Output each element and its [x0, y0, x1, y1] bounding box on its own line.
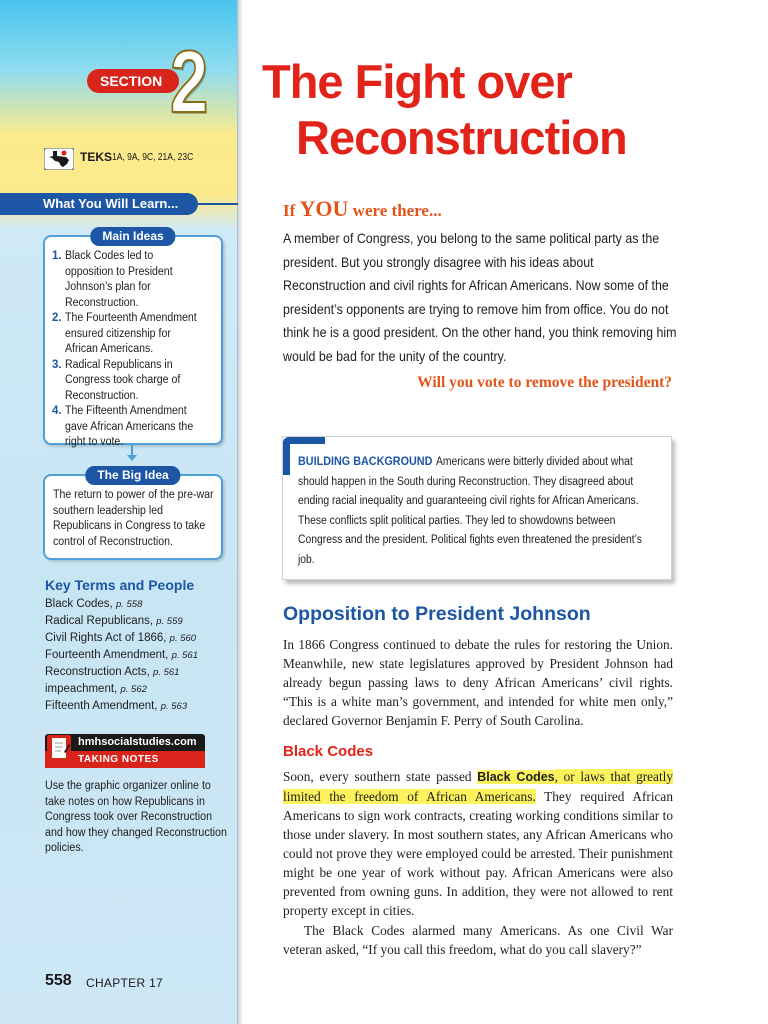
you-word: YOU	[299, 196, 349, 221]
taking-notes-label: TAKING NOTES	[78, 754, 159, 765]
main-idea-text: Black Codes led to opposition to President Johnson’s plan for Reconstruction.	[65, 250, 173, 309]
key-terms-title: Key Terms and People	[45, 577, 195, 593]
key-term-page: p. 558	[115, 599, 143, 610]
main-idea-number: 3.	[52, 358, 62, 371]
hmh-taking-notes-link[interactable]	[45, 734, 205, 768]
scenario-question: Will you vote to remove the president?	[417, 374, 672, 391]
key-term-page: p. 563	[160, 701, 188, 712]
section-title-line-2: Reconstruction	[296, 111, 627, 164]
key-term-item	[45, 664, 198, 681]
main-ideas-box	[43, 229, 223, 448]
black-codes-definition: , or laws that greatly limited the freedom of African Americans.	[283, 769, 673, 804]
key-term: Reconstruction Acts,	[45, 666, 154, 678]
section-badge: SECTION	[87, 69, 179, 93]
opposition-heading: Opposition to President Johnson	[283, 603, 591, 625]
key-term-item	[45, 630, 198, 647]
were-there-words: were there...	[348, 201, 442, 220]
key-term-item	[45, 698, 198, 715]
main-idea-item	[52, 311, 213, 358]
page-number: 558	[45, 972, 72, 989]
sidebar	[0, 0, 238, 1024]
taking-notes-body: Use the graphic organizer online to take notes on how Republicans in Congress took over Reconstruction and how they changed Reconstruction policies.	[45, 780, 227, 854]
sidebar-shadow	[238, 0, 243, 1024]
main-ideas-title: Main Ideas	[90, 227, 175, 246]
if-word: If	[283, 201, 300, 220]
section-title-line-1: The Fight over	[262, 55, 572, 108]
black-codes-heading: Black Codes	[283, 743, 374, 760]
big-idea-title: The Big Idea	[85, 466, 180, 485]
main-idea-item	[52, 249, 213, 311]
key-term-item	[45, 647, 198, 664]
chapter-label: CHAPTER 17	[86, 976, 164, 990]
paragraph-black-codes	[283, 767, 673, 920]
teks-label: TEKS	[80, 150, 113, 164]
hmh-url[interactable]: hmhsocialstudies.com	[78, 736, 197, 748]
key-term-item	[45, 596, 198, 613]
texas-map-icon	[44, 148, 74, 170]
arrow-down-icon	[127, 455, 137, 461]
key-term-page: p. 560	[169, 633, 197, 644]
building-background-text	[298, 452, 658, 570]
paragraph-alarmed: The Black Codes alarmed many Americans. As one Civil War veteran asked, “If you call this freedom, what do you call slavery?”	[283, 923, 673, 957]
scenario-body: A member of Congress, you belong to the same political party as the president. But you strongly disagree with his ideas about Reconstruction and civil rights for African Americans. Now some of the president’s opponents are trying to remove him from office. You do not think he is a good president. On the other hand, you think removing him would be bad for the unity of the country.	[283, 231, 677, 364]
scenario-text	[283, 227, 683, 368]
main-idea-text: The Fourteenth Amendment ensured citizenship for African Americans.	[65, 312, 197, 355]
building-background-label: BUILDING BACKGROUND	[298, 454, 433, 468]
main-idea-text: Radical Republicans in Congress took charge of Reconstruction.	[65, 358, 181, 402]
taking-notes-text	[45, 779, 235, 857]
main-ideas-list	[52, 249, 213, 451]
key-term: Black Codes,	[45, 598, 116, 610]
what-you-will-learn-banner: What You Will Learn...	[0, 193, 198, 215]
main-idea-number: 2.	[52, 312, 62, 324]
key-term: Civil Rights Act of 1866,	[45, 632, 170, 644]
teks-codes: 1A, 9A, 9C, 21A, 23C	[112, 152, 194, 163]
key-term-item	[45, 681, 198, 698]
big-idea-text: The return to power of the pre-war southern leadership led Republicans in Congress to take control of Reconstruction.	[53, 489, 214, 548]
box-corner-accent	[283, 437, 290, 475]
key-term-page: p. 561	[171, 650, 198, 661]
section-number: 2	[170, 32, 206, 131]
key-term-page: p. 562	[120, 684, 147, 695]
big-idea-box	[43, 468, 223, 560]
black-codes-term: Black Codes	[477, 770, 555, 784]
if-you-were-there-heading	[283, 196, 442, 222]
main-idea-text: The Fifteenth Amendment gave African Americans the right to vote.	[65, 405, 194, 448]
paragraph-1866: In 1866 Congress continued to debate the rules for restoring the Union. Meanwhile, new state legislatures approved by President Johnson had already begun passing laws to deny African Americans’ civil rights. “This is a white man’s government, and intended for white men only,” declared Governor Benjamin F. Perry of South Carolina.	[283, 637, 673, 728]
key-term: Fifteenth Amendment,	[45, 700, 161, 712]
key-term: impeachment,	[45, 683, 121, 695]
main-idea-item	[52, 404, 213, 451]
key-term-page: p. 559	[156, 616, 183, 627]
building-background-box	[282, 436, 672, 580]
pencil-icon	[47, 735, 71, 765]
black-codes-intro: Soon, every southern state passed	[283, 769, 478, 784]
main-idea-number: 4.	[52, 405, 62, 417]
main-idea-item	[52, 358, 213, 405]
key-term-page: p. 561	[153, 667, 180, 678]
key-term: Radical Republicans,	[45, 615, 157, 627]
black-codes-body: They required African Americans to sign work contracts, creating working conditions similar to those under slavery. In most southern states, any African Americans who could not prove they were employed could be arrested. Their punishment might be one year of work without pay. African Americans were also prevented from owning guns. In addition, they were not allowed to rent property except in cities.	[283, 789, 673, 918]
building-background-body: Americans were bitterly divided about what should happen in the South during Reconstruction. They disagreed about ending racial inequality and guaranteeing civil rights for African Americans. These conflicts split political parties. They led to showdowns between Congress and the president. Political fights even threatened the president’s job.	[298, 456, 642, 566]
banner-rule	[198, 203, 238, 205]
key-term-item	[45, 613, 198, 630]
main-idea-number: 1.	[52, 250, 62, 262]
key-terms-list	[45, 596, 198, 715]
key-term: Fourteenth Amendment,	[45, 649, 172, 661]
